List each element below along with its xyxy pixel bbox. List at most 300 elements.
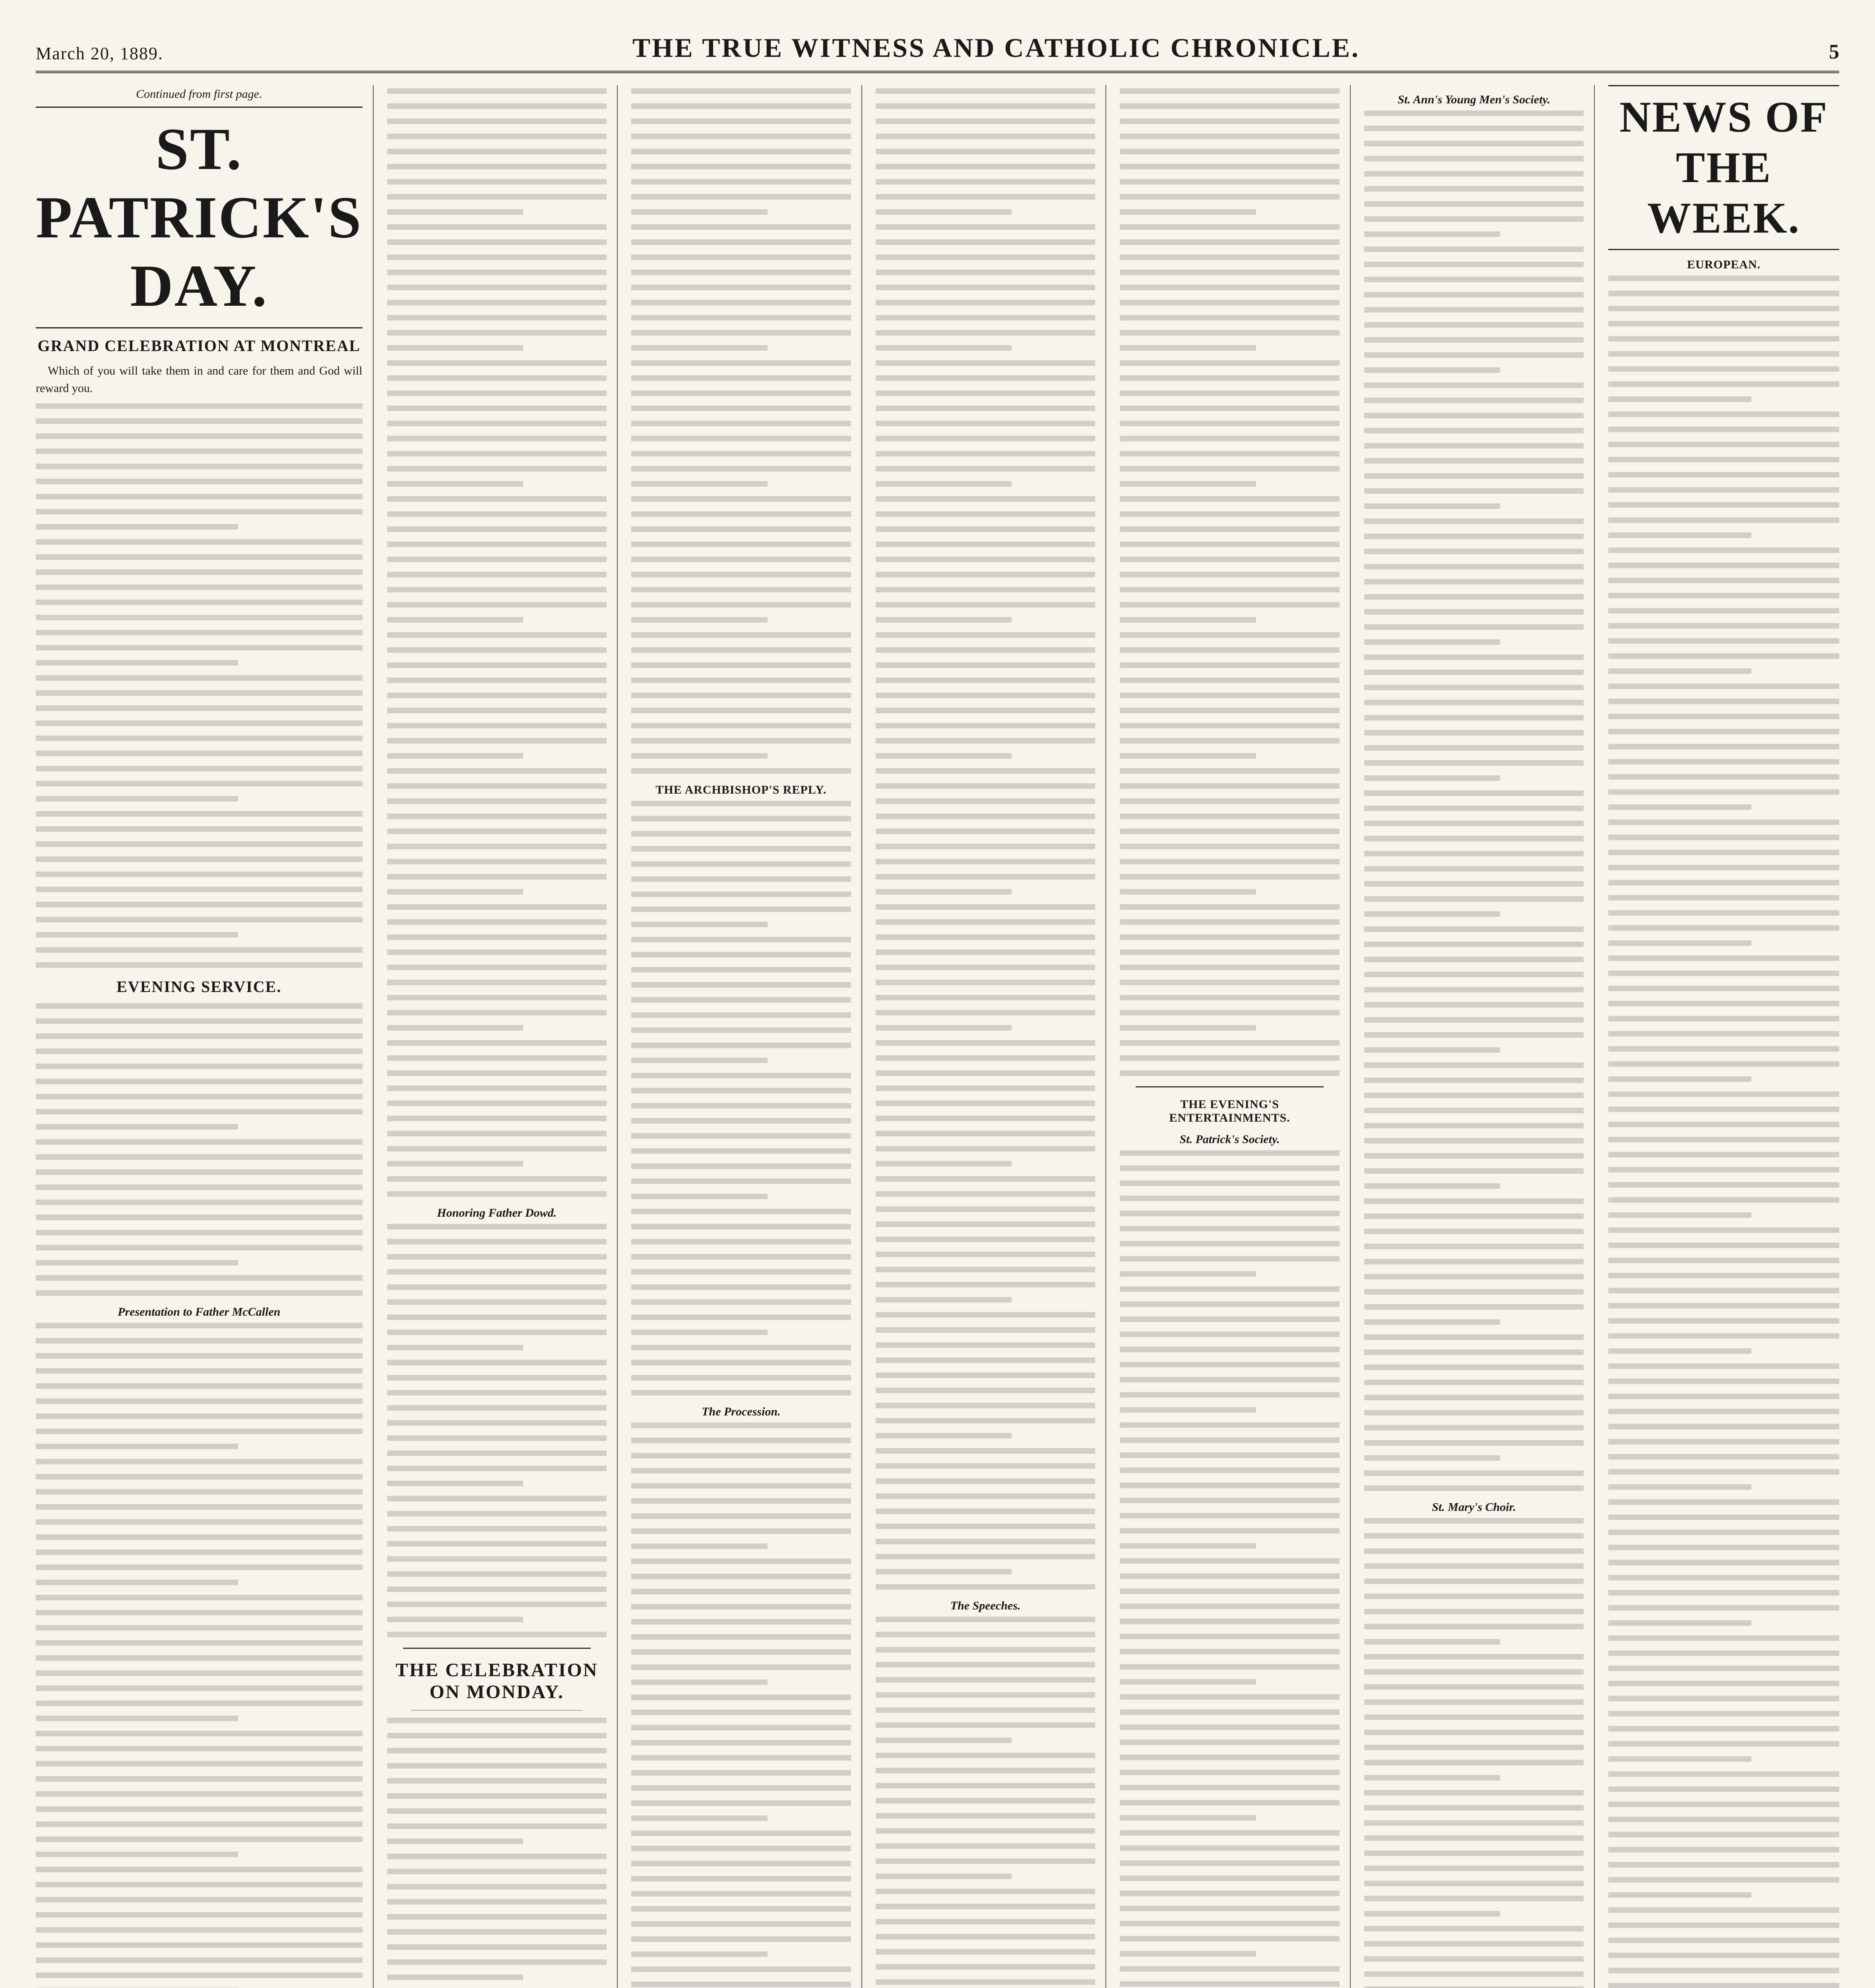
text-line-placeholder xyxy=(36,1957,363,1963)
text-line-placeholder xyxy=(1608,1091,1839,1097)
text-line-placeholder xyxy=(36,1580,238,1585)
text-line-placeholder xyxy=(387,1070,607,1076)
text-line-placeholder xyxy=(876,360,1096,366)
article-columns xyxy=(36,85,1839,1988)
text-line-placeholder xyxy=(36,479,363,484)
text-line-placeholder xyxy=(387,904,607,910)
text-line-placeholder xyxy=(876,1403,1096,1408)
text-line-placeholder xyxy=(36,962,363,968)
text-line-placeholder xyxy=(1608,1197,1839,1203)
text-line-placeholder xyxy=(387,1793,607,1799)
text-line-placeholder xyxy=(631,1740,851,1745)
text-line-placeholder xyxy=(876,723,1096,728)
text-line-placeholder xyxy=(36,947,363,953)
section-heading-st-anns-society: St. Ann's Young Men's Society. xyxy=(1398,93,1551,106)
text-line-placeholder xyxy=(36,1383,363,1389)
text-line-placeholder xyxy=(387,254,607,260)
text-line-placeholder xyxy=(1608,1273,1839,1278)
text-line-placeholder xyxy=(1120,1543,1256,1549)
text-line-placeholder xyxy=(1120,526,1340,532)
text-line-placeholder xyxy=(876,965,1096,970)
section-heading-st-patricks-society: St. Patrick's Society. xyxy=(1179,1133,1280,1146)
text-line-placeholder xyxy=(876,224,1096,230)
text-line-placeholder xyxy=(1364,1002,1584,1008)
text-line-placeholder xyxy=(1120,1010,1340,1015)
text-line-placeholder xyxy=(1364,322,1584,328)
text-line-placeholder xyxy=(387,1914,607,1920)
text-line-placeholder xyxy=(387,1571,607,1577)
text-line-placeholder xyxy=(36,1459,363,1464)
text-line-placeholder xyxy=(1608,835,1839,840)
text-line-placeholder xyxy=(387,1284,607,1290)
text-line-placeholder xyxy=(1120,1770,1340,1775)
text-line-placeholder xyxy=(387,813,607,819)
text-line-placeholder xyxy=(1364,1850,1584,1856)
text-line-placeholder xyxy=(1364,367,1501,373)
text-line-placeholder xyxy=(1120,1347,1340,1352)
text-line-placeholder xyxy=(631,617,768,623)
text-line-placeholder xyxy=(387,1299,607,1305)
text-line-placeholder xyxy=(876,1342,1096,1348)
text-line-placeholder xyxy=(1364,639,1501,645)
text-line-placeholder xyxy=(1364,896,1584,902)
text-line-placeholder xyxy=(1120,919,1340,925)
column-6 xyxy=(1364,85,1595,1988)
text-line-placeholder xyxy=(1120,738,1340,744)
text-line-placeholder xyxy=(631,753,768,759)
main-subhead: GRAND CELEBRATION AT MONTREAL xyxy=(37,337,361,355)
text-line-placeholder xyxy=(1364,1062,1584,1068)
text-line-placeholder xyxy=(387,345,524,351)
text-line-placeholder xyxy=(387,889,524,895)
text-line-placeholder xyxy=(631,967,851,973)
text-line-placeholder xyxy=(876,1070,1096,1076)
text-line-placeholder xyxy=(1608,1635,1839,1641)
text-line-placeholder xyxy=(631,1951,768,1957)
text-line-placeholder xyxy=(1608,1182,1839,1188)
text-line-placeholder xyxy=(631,345,768,351)
text-line-placeholder xyxy=(1608,502,1839,508)
text-block xyxy=(1364,111,1584,1491)
text-line-placeholder xyxy=(631,360,851,366)
text-line-placeholder xyxy=(876,1569,1012,1574)
text-line-placeholder xyxy=(36,1245,363,1250)
text-line-placeholder xyxy=(1364,1669,1584,1675)
text-line-placeholder xyxy=(1120,1800,1340,1806)
text-line-placeholder xyxy=(36,584,363,590)
text-line-placeholder xyxy=(1608,714,1839,719)
text-line-placeholder xyxy=(1608,1076,1751,1082)
text-line-placeholder xyxy=(1608,1862,1839,1868)
text-line-placeholder xyxy=(876,1692,1096,1698)
text-line-placeholder xyxy=(1608,1212,1751,1218)
text-line-placeholder xyxy=(876,919,1096,925)
text-line-placeholder xyxy=(1608,457,1839,462)
text-line-placeholder xyxy=(876,1191,1096,1197)
text-line-placeholder xyxy=(631,118,851,124)
text-block xyxy=(387,1718,607,1988)
text-line-placeholder xyxy=(36,1549,363,1555)
section-heading-speeches: The Speeches. xyxy=(950,1599,1021,1612)
text-line-placeholder xyxy=(1608,1983,1839,1988)
text-line-placeholder xyxy=(387,315,607,320)
text-line-placeholder xyxy=(1120,1055,1340,1061)
text-line-placeholder xyxy=(1120,965,1340,970)
text-line-placeholder xyxy=(876,632,1096,638)
text-line-placeholder xyxy=(1120,481,1256,487)
text-line-placeholder xyxy=(876,1554,1096,1559)
text-line-placeholder xyxy=(876,375,1096,381)
text-line-placeholder xyxy=(631,421,851,426)
text-line-placeholder xyxy=(36,1260,238,1266)
text-line-placeholder xyxy=(1120,557,1340,562)
text-line-placeholder xyxy=(387,1345,524,1350)
text-line-placeholder xyxy=(387,526,607,532)
text-line-placeholder xyxy=(387,1239,607,1244)
text-line-placeholder xyxy=(1364,156,1584,161)
text-line-placeholder xyxy=(1120,1196,1340,1201)
text-line-placeholder xyxy=(1120,285,1340,290)
text-line-placeholder xyxy=(1608,1696,1839,1701)
text-line-placeholder xyxy=(387,1959,607,1965)
text-line-placeholder xyxy=(36,675,363,681)
text-line-placeholder xyxy=(1608,1756,1751,1762)
text-line-placeholder xyxy=(1364,382,1584,388)
text-line-placeholder xyxy=(1608,1303,1839,1309)
text-line-placeholder xyxy=(1364,111,1584,116)
text-line-placeholder xyxy=(36,1275,363,1281)
text-line-placeholder xyxy=(1120,1845,1340,1851)
page-number: 5 xyxy=(1829,41,1839,63)
text-line-placeholder xyxy=(387,1718,607,1723)
text-line-placeholder xyxy=(36,826,363,832)
text-line-placeholder xyxy=(387,1899,607,1905)
text-line-placeholder xyxy=(1608,668,1751,674)
text-line-placeholder xyxy=(1608,1938,1839,1943)
text-line-placeholder xyxy=(876,1738,1012,1743)
text-line-placeholder xyxy=(631,270,851,275)
text-line-placeholder xyxy=(36,1685,363,1691)
text-line-placeholder xyxy=(631,1103,851,1109)
text-line-placeholder xyxy=(1364,1380,1584,1385)
text-line-placeholder xyxy=(1364,1639,1501,1644)
text-line-placeholder xyxy=(1608,578,1839,583)
text-line-placeholder xyxy=(387,919,607,925)
text-line-placeholder xyxy=(1120,1558,1340,1564)
text-line-placeholder xyxy=(876,1798,1096,1804)
text-line-placeholder xyxy=(387,995,607,1000)
text-line-placeholder xyxy=(1120,1588,1340,1594)
text-line-placeholder xyxy=(631,164,851,169)
text-line-placeholder xyxy=(876,1418,1096,1423)
text-line-placeholder xyxy=(1120,1755,1340,1760)
section-heading-european: EUROPEAN. xyxy=(1687,258,1761,271)
text-line-placeholder xyxy=(1364,549,1584,554)
text-line-placeholder xyxy=(1608,1666,1839,1671)
text-line-placeholder xyxy=(876,254,1096,260)
text-line-placeholder xyxy=(1364,654,1584,660)
text-line-placeholder xyxy=(1364,352,1584,358)
text-line-placeholder xyxy=(1364,201,1584,207)
text-line-placeholder xyxy=(876,209,1012,215)
text-line-placeholder xyxy=(1120,1875,1340,1881)
text-line-placeholder xyxy=(1120,1664,1340,1670)
text-line-placeholder xyxy=(1120,1286,1340,1292)
text-line-placeholder xyxy=(1608,1771,1839,1777)
text-line-placeholder xyxy=(1608,986,1839,991)
text-line-placeholder xyxy=(1120,1679,1256,1685)
column-4 xyxy=(876,85,1107,1988)
text-line-placeholder xyxy=(1608,321,1839,326)
text-line-placeholder xyxy=(876,813,1096,819)
text-line-placeholder xyxy=(1608,895,1839,901)
text-line-placeholder xyxy=(1608,759,1839,765)
text-line-placeholder xyxy=(1364,1563,1584,1569)
text-line-placeholder xyxy=(1608,1242,1839,1248)
text-line-placeholder xyxy=(1364,1334,1584,1340)
text-line-placeholder xyxy=(876,1813,1096,1819)
text-line-placeholder xyxy=(1120,1573,1340,1579)
text-line-placeholder xyxy=(36,751,363,756)
text-line-placeholder xyxy=(387,934,607,940)
text-line-placeholder xyxy=(1608,1363,1839,1369)
text-line-placeholder xyxy=(631,451,851,456)
column-2 xyxy=(387,85,618,1988)
text-line-placeholder xyxy=(631,315,851,320)
text-line-placeholder xyxy=(1608,412,1839,417)
text-line-placeholder xyxy=(1608,1484,1751,1490)
text-line-placeholder xyxy=(387,678,607,683)
text-line-placeholder xyxy=(1364,534,1584,539)
text-line-placeholder xyxy=(1120,798,1340,804)
text-line-placeholder xyxy=(387,708,607,713)
text-line-placeholder xyxy=(387,693,607,698)
text-line-placeholder xyxy=(1120,1483,1340,1488)
text-line-placeholder xyxy=(387,965,607,970)
text-line-placeholder xyxy=(387,1131,607,1136)
text-line-placeholder xyxy=(1608,1016,1839,1021)
text-block xyxy=(631,88,851,774)
text-line-placeholder xyxy=(1364,594,1584,600)
text-line-placeholder xyxy=(36,690,363,696)
text-line-placeholder xyxy=(1120,678,1340,683)
text-line-placeholder xyxy=(1120,632,1340,638)
text-line-placeholder xyxy=(1120,602,1340,608)
text-line-placeholder xyxy=(876,1312,1096,1318)
text-line-placeholder xyxy=(876,693,1096,698)
text-line-placeholder xyxy=(1364,1319,1501,1325)
text-line-placeholder xyxy=(1120,1951,1256,1957)
text-line-placeholder xyxy=(1608,1786,1839,1792)
text-line-placeholder xyxy=(1364,987,1584,992)
text-line-placeholder xyxy=(1608,1620,1751,1626)
text-line-placeholder xyxy=(1120,345,1256,351)
text-line-placeholder xyxy=(1120,995,1340,1000)
text-line-placeholder xyxy=(1120,103,1340,109)
text-line-placeholder xyxy=(1364,171,1584,177)
text-line-placeholder xyxy=(1608,653,1839,659)
text-line-placeholder xyxy=(1608,804,1751,810)
text-line-placeholder xyxy=(387,300,607,305)
text-line-placeholder xyxy=(1120,436,1340,441)
text-line-placeholder xyxy=(631,1178,851,1184)
text-line-placeholder xyxy=(1120,1604,1340,1609)
text-line-placeholder xyxy=(1364,685,1584,690)
text-line-placeholder xyxy=(1364,1926,1584,1932)
text-line-placeholder xyxy=(1364,1259,1584,1264)
text-line-placeholder xyxy=(1120,1316,1340,1322)
text-line-placeholder xyxy=(876,436,1096,441)
text-line-placeholder xyxy=(1608,291,1839,296)
text-line-placeholder xyxy=(1364,730,1584,736)
text-line-placeholder xyxy=(1608,1877,1839,1883)
text-line-placeholder xyxy=(1608,1348,1751,1354)
text-line-placeholder xyxy=(1364,836,1584,841)
text-line-placeholder xyxy=(1608,487,1839,493)
text-line-placeholder xyxy=(387,572,607,577)
text-line-placeholder xyxy=(1608,396,1751,402)
text-line-placeholder xyxy=(876,708,1096,713)
text-line-placeholder xyxy=(876,617,1012,623)
text-line-placeholder xyxy=(631,876,851,882)
text-line-placeholder xyxy=(1364,957,1584,962)
text-line-placeholder xyxy=(36,887,363,892)
text-line-placeholder xyxy=(36,1806,363,1812)
text-line-placeholder xyxy=(387,451,607,456)
text-line-placeholder xyxy=(36,1731,363,1736)
text-line-placeholder xyxy=(631,1148,851,1154)
text-line-placeholder xyxy=(1608,1288,1839,1293)
text-line-placeholder xyxy=(1120,829,1340,834)
text-line-placeholder xyxy=(1120,662,1340,668)
text-line-placeholder xyxy=(1608,1318,1839,1324)
text-line-placeholder xyxy=(387,360,607,366)
text-line-placeholder xyxy=(631,1012,851,1018)
text-line-placeholder xyxy=(631,300,851,305)
text-line-placeholder xyxy=(1120,134,1340,139)
continued-note: Continued from first page. xyxy=(136,87,262,101)
text-line-placeholder xyxy=(1608,1575,1839,1580)
text-line-placeholder xyxy=(387,1224,607,1229)
text-line-placeholder xyxy=(1120,149,1340,154)
text-line-placeholder xyxy=(631,1043,851,1048)
text-line-placeholder xyxy=(876,118,1096,124)
text-line-placeholder xyxy=(1608,593,1839,598)
text-line-placeholder xyxy=(1608,1650,1839,1656)
text-block xyxy=(631,1423,851,1988)
text-line-placeholder xyxy=(36,645,363,650)
text-line-placeholder xyxy=(1364,503,1501,509)
text-line-placeholder xyxy=(36,1079,363,1084)
text-line-placeholder xyxy=(1364,141,1584,146)
text-line-placeholder xyxy=(387,783,607,789)
text-line-placeholder xyxy=(1120,859,1340,864)
text-line-placeholder xyxy=(1364,231,1501,237)
text-line-placeholder xyxy=(876,1632,1096,1637)
text-line-placeholder xyxy=(631,1664,851,1670)
text-line-placeholder xyxy=(631,557,851,562)
text-line-placeholder xyxy=(1364,1805,1584,1811)
text-line-placeholder xyxy=(1364,1183,1501,1189)
text-line-placeholder xyxy=(36,1489,363,1495)
section-heading-evening-entertainments: THE EVENING'S ENTERTAINMENTS. xyxy=(1169,1098,1290,1124)
text-line-placeholder xyxy=(387,949,607,955)
text-line-placeholder xyxy=(1608,472,1839,478)
text-line-placeholder xyxy=(1608,1031,1839,1037)
text-line-placeholder xyxy=(1120,1377,1340,1382)
text-line-placeholder xyxy=(876,557,1096,562)
text-line-placeholder xyxy=(1364,821,1584,826)
text-line-placeholder xyxy=(1364,851,1584,856)
text-block xyxy=(36,1003,363,1296)
text-line-placeholder xyxy=(387,557,607,562)
text-line-placeholder xyxy=(631,937,851,942)
text-line-placeholder xyxy=(876,1025,1012,1031)
text-line-placeholder xyxy=(1120,118,1340,124)
text-line-placeholder xyxy=(1364,1274,1584,1279)
text-line-placeholder xyxy=(631,587,851,592)
text-line-placeholder xyxy=(876,1267,1096,1272)
text-line-placeholder xyxy=(876,783,1096,789)
text-line-placeholder xyxy=(631,511,851,517)
column-3 xyxy=(631,85,862,1988)
text-block xyxy=(876,88,1096,1590)
text-line-placeholder xyxy=(1364,715,1584,720)
text-line-placeholder xyxy=(1120,1468,1340,1473)
text-line-placeholder xyxy=(876,1282,1096,1287)
text-line-placeholder xyxy=(387,1541,607,1547)
text-line-placeholder xyxy=(876,1010,1096,1015)
text-line-placeholder xyxy=(1364,428,1584,433)
section-heading-archbishop-reply: THE ARCHBISHOP'S REPLY. xyxy=(655,783,827,796)
text-line-placeholder xyxy=(387,632,607,638)
text-line-placeholder xyxy=(1120,1740,1340,1745)
text-line-placeholder xyxy=(387,421,607,426)
text-line-placeholder xyxy=(1364,624,1584,630)
text-line-placeholder xyxy=(36,1701,363,1706)
text-line-placeholder xyxy=(631,1284,851,1290)
text-line-placeholder xyxy=(1364,1609,1584,1614)
text-line-placeholder xyxy=(1608,1333,1839,1339)
text-line-placeholder xyxy=(36,539,363,545)
text-line-placeholder xyxy=(631,1967,851,1972)
text-line-placeholder xyxy=(1120,693,1340,698)
text-line-placeholder xyxy=(387,1161,524,1167)
text-line-placeholder xyxy=(631,1649,851,1655)
text-line-placeholder xyxy=(1120,723,1340,728)
text-line-placeholder xyxy=(1120,1332,1340,1337)
text-line-placeholder xyxy=(1364,806,1584,811)
text-line-placeholder xyxy=(631,1498,851,1504)
text-line-placeholder xyxy=(36,766,363,771)
text-line-placeholder xyxy=(387,436,607,441)
text-line-placeholder xyxy=(1608,336,1839,342)
text-line-placeholder xyxy=(1364,1699,1584,1705)
text-line-placeholder xyxy=(631,1619,851,1625)
text-line-placeholder xyxy=(36,1761,363,1767)
text-line-placeholder xyxy=(1608,1560,1839,1565)
text-line-placeholder xyxy=(1364,1289,1584,1295)
text-line-placeholder xyxy=(1364,942,1584,947)
text-line-placeholder xyxy=(36,736,363,741)
text-line-placeholder xyxy=(631,1163,851,1169)
text-line-placeholder xyxy=(1364,1244,1584,1249)
text-line-placeholder xyxy=(876,1040,1096,1046)
text-line-placeholder xyxy=(387,1823,607,1829)
text-line-placeholder xyxy=(1608,547,1839,553)
text-line-placeholder xyxy=(631,1345,851,1350)
text-line-placeholder xyxy=(631,1483,851,1489)
